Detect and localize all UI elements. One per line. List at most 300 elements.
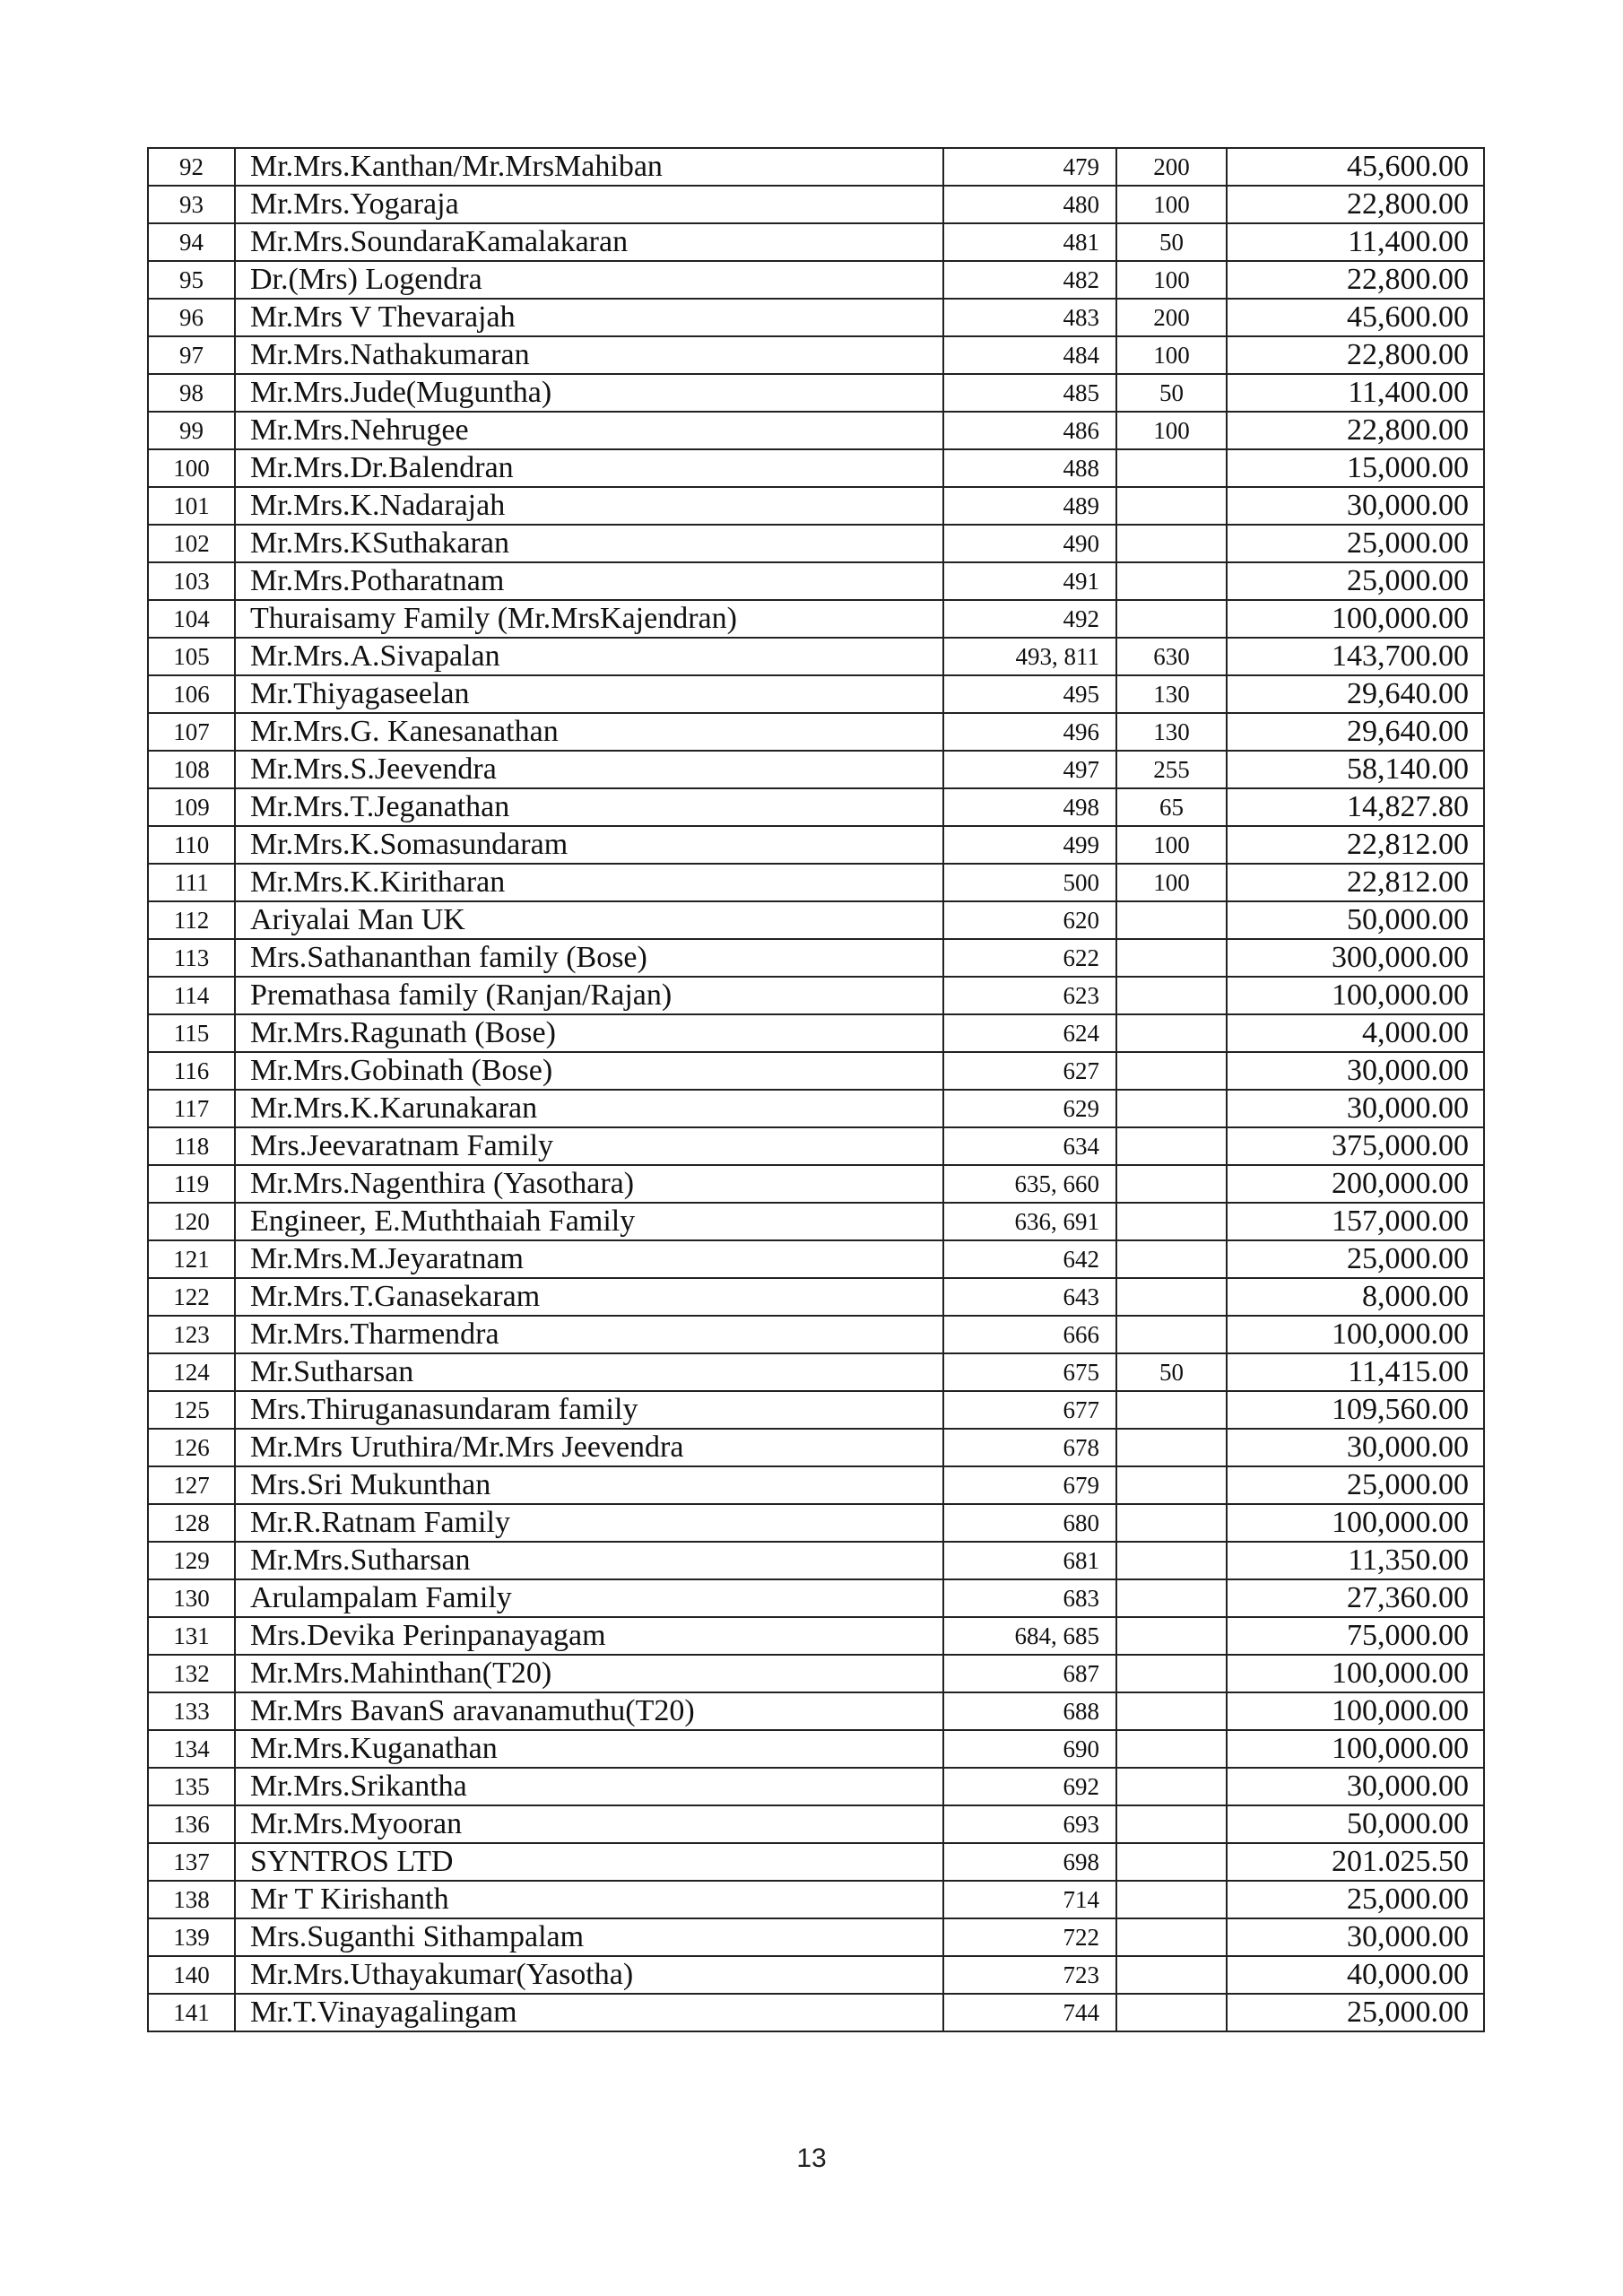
amount-cell: 8,000.00 — [1227, 1278, 1484, 1316]
receipt-number-cell: 624 — [943, 1014, 1116, 1052]
table-row — [148, 299, 1484, 336]
row-number-cell: 97 — [148, 336, 235, 374]
row-number-cell: 138 — [148, 1881, 235, 1918]
donor-name-cell: Mr.Mrs.Kanthan/Mr.MrsMahiban — [235, 148, 943, 186]
donation-table-body — [148, 148, 1484, 2031]
table-row — [148, 713, 1484, 751]
table-row — [148, 788, 1484, 826]
amount-cell: 25,000.00 — [1227, 1240, 1484, 1278]
row-number-cell: 125 — [148, 1391, 235, 1429]
donor-name-cell: SYNTROS LTD — [235, 1843, 943, 1881]
donor-name-cell: Mr.R.Ratnam Family — [235, 1504, 943, 1542]
table-row — [148, 336, 1484, 374]
donor-name-cell: Mr.Mrs.Srikantha — [235, 1768, 943, 1805]
receipt-number-cell: 683 — [943, 1579, 1116, 1617]
amount-cell: 50,000.00 — [1227, 1805, 1484, 1843]
quantity-cell: 100 — [1116, 261, 1227, 299]
quantity-cell — [1116, 1316, 1227, 1353]
row-number-cell: 99 — [148, 412, 235, 449]
receipt-number-cell: 627 — [943, 1052, 1116, 1090]
amount-cell: 25,000.00 — [1227, 562, 1484, 600]
table-row — [148, 1316, 1484, 1353]
receipt-number-cell: 722 — [943, 1918, 1116, 1956]
donor-name-cell: Premathasa family (Ranjan/Rajan) — [235, 977, 943, 1014]
table-row — [148, 261, 1484, 299]
table-row — [148, 1843, 1484, 1881]
table-row — [148, 148, 1484, 186]
quantity-cell — [1116, 1843, 1227, 1881]
amount-cell: 29,640.00 — [1227, 713, 1484, 751]
amount-cell: 14,827.80 — [1227, 788, 1484, 826]
receipt-number-cell: 480 — [943, 186, 1116, 223]
receipt-number-cell: 714 — [943, 1881, 1116, 1918]
donor-name-cell: Mr.Mrs.Yogaraja — [235, 186, 943, 223]
amount-cell: 100,000.00 — [1227, 600, 1484, 638]
amount-cell: 45,600.00 — [1227, 148, 1484, 186]
table-row — [148, 1466, 1484, 1504]
quantity-cell: 630 — [1116, 638, 1227, 675]
receipt-number-cell: 492 — [943, 600, 1116, 638]
table-row — [148, 1278, 1484, 1316]
donor-name-cell: Mr.Mrs.Tharmendra — [235, 1316, 943, 1353]
table-row — [148, 1127, 1484, 1165]
table-row — [148, 1692, 1484, 1730]
donor-name-cell: Mr.Mrs.Uthayakumar(Yasotha) — [235, 1956, 943, 1994]
row-number-cell: 119 — [148, 1165, 235, 1203]
table-row — [148, 939, 1484, 977]
receipt-number-cell: 666 — [943, 1316, 1116, 1353]
table-row — [148, 1994, 1484, 2031]
receipt-number-cell: 635, 660 — [943, 1165, 1116, 1203]
table-row — [148, 1240, 1484, 1278]
receipt-number-cell: 486 — [943, 412, 1116, 449]
receipt-number-cell: 684, 685 — [943, 1617, 1116, 1655]
donor-name-cell: Mrs.Devika Perinpanayagam — [235, 1617, 943, 1655]
receipt-number-cell: 485 — [943, 374, 1116, 412]
donor-name-cell: Mrs.Thiruganasundaram family — [235, 1391, 943, 1429]
receipt-number-cell: 643 — [943, 1278, 1116, 1316]
donor-name-cell: Mr.Mrs.Jude(Muguntha) — [235, 374, 943, 412]
table-row — [148, 1655, 1484, 1692]
amount-cell: 22,800.00 — [1227, 412, 1484, 449]
amount-cell: 300,000.00 — [1227, 939, 1484, 977]
receipt-number-cell: 481 — [943, 223, 1116, 261]
row-number-cell: 140 — [148, 1956, 235, 1994]
amount-cell: 22,812.00 — [1227, 826, 1484, 864]
row-number-cell: 121 — [148, 1240, 235, 1278]
table-row — [148, 638, 1484, 675]
row-number-cell: 134 — [148, 1730, 235, 1768]
row-number-cell: 115 — [148, 1014, 235, 1052]
row-number-cell: 104 — [148, 600, 235, 638]
table-row — [148, 1165, 1484, 1203]
row-number-cell: 111 — [148, 864, 235, 901]
receipt-number-cell: 498 — [943, 788, 1116, 826]
quantity-cell — [1116, 1429, 1227, 1466]
donor-name-cell: Mr.Mrs.K.Somasundaram — [235, 826, 943, 864]
receipt-number-cell: 490 — [943, 525, 1116, 562]
amount-cell: 109,560.00 — [1227, 1391, 1484, 1429]
receipt-number-cell: 500 — [943, 864, 1116, 901]
amount-cell: 25,000.00 — [1227, 525, 1484, 562]
amount-cell: 25,000.00 — [1227, 1466, 1484, 1504]
row-number-cell: 141 — [148, 1994, 235, 2031]
receipt-number-cell: 493, 811 — [943, 638, 1116, 675]
receipt-number-cell: 698 — [943, 1843, 1116, 1881]
donor-name-cell: Mrs.Suganthi Sithampalam — [235, 1918, 943, 1956]
receipt-number-cell: 620 — [943, 901, 1116, 939]
donor-name-cell: Mr.Mrs.SoundaraKamalakaran — [235, 223, 943, 261]
quantity-cell — [1116, 977, 1227, 1014]
receipt-number-cell: 693 — [943, 1805, 1116, 1843]
row-number-cell: 109 — [148, 788, 235, 826]
donor-name-cell: Mr.Mrs V Thevarajah — [235, 299, 943, 336]
row-number-cell: 117 — [148, 1090, 235, 1127]
receipt-number-cell: 484 — [943, 336, 1116, 374]
row-number-cell: 131 — [148, 1617, 235, 1655]
donor-name-cell: Mr.Mrs.Myooran — [235, 1805, 943, 1843]
row-number-cell: 93 — [148, 186, 235, 223]
donor-name-cell: Mr.Mrs.Nehrugee — [235, 412, 943, 449]
row-number-cell: 113 — [148, 939, 235, 977]
quantity-cell — [1116, 1655, 1227, 1692]
receipt-number-cell: 690 — [943, 1730, 1116, 1768]
amount-cell: 30,000.00 — [1227, 487, 1484, 525]
table-row — [148, 1542, 1484, 1579]
donation-table — [147, 147, 1485, 2032]
receipt-number-cell: 495 — [943, 675, 1116, 713]
donor-name-cell: Engineer, E.Muththaiah Family — [235, 1203, 943, 1240]
donor-name-cell: Mr.Mrs.Nagenthira (Yasothara) — [235, 1165, 943, 1203]
receipt-number-cell: 723 — [943, 1956, 1116, 1994]
receipt-number-cell: 678 — [943, 1429, 1116, 1466]
amount-cell: 375,000.00 — [1227, 1127, 1484, 1165]
receipt-number-cell: 680 — [943, 1504, 1116, 1542]
quantity-cell — [1116, 1542, 1227, 1579]
amount-cell: 30,000.00 — [1227, 1429, 1484, 1466]
quantity-cell: 50 — [1116, 223, 1227, 261]
table-row — [148, 901, 1484, 939]
row-number-cell: 130 — [148, 1579, 235, 1617]
donor-name-cell: Mr.Mrs.K.Nadarajah — [235, 487, 943, 525]
quantity-cell: 100 — [1116, 864, 1227, 901]
row-number-cell: 108 — [148, 751, 235, 788]
row-number-cell: 136 — [148, 1805, 235, 1843]
receipt-number-cell: 499 — [943, 826, 1116, 864]
row-number-cell: 122 — [148, 1278, 235, 1316]
table-row — [148, 826, 1484, 864]
quantity-cell — [1116, 600, 1227, 638]
table-row — [148, 223, 1484, 261]
row-number-cell: 120 — [148, 1203, 235, 1240]
receipt-number-cell: 692 — [943, 1768, 1116, 1805]
donor-name-cell: Mrs.Sri Mukunthan — [235, 1466, 943, 1504]
amount-cell: 100,000.00 — [1227, 1504, 1484, 1542]
amount-cell: 4,000.00 — [1227, 1014, 1484, 1052]
quantity-cell: 200 — [1116, 299, 1227, 336]
quantity-cell — [1116, 1730, 1227, 1768]
amount-cell: 11,400.00 — [1227, 223, 1484, 261]
amount-cell: 157,000.00 — [1227, 1203, 1484, 1240]
row-number-cell: 129 — [148, 1542, 235, 1579]
quantity-cell — [1116, 1090, 1227, 1127]
amount-cell: 100,000.00 — [1227, 1655, 1484, 1692]
receipt-number-cell: 642 — [943, 1240, 1116, 1278]
quantity-cell — [1116, 1692, 1227, 1730]
amount-cell: 58,140.00 — [1227, 751, 1484, 788]
row-number-cell: 95 — [148, 261, 235, 299]
amount-cell: 201.025.50 — [1227, 1843, 1484, 1881]
table-row — [148, 525, 1484, 562]
page-number: 13 — [796, 2144, 827, 2173]
amount-cell: 143,700.00 — [1227, 638, 1484, 675]
donor-name-cell: Mr.Mrs.KSuthakaran — [235, 525, 943, 562]
receipt-number-cell: 497 — [943, 751, 1116, 788]
row-number-cell: 118 — [148, 1127, 235, 1165]
quantity-cell — [1116, 1768, 1227, 1805]
amount-cell: 100,000.00 — [1227, 1730, 1484, 1768]
amount-cell: 29,640.00 — [1227, 675, 1484, 713]
amount-cell: 30,000.00 — [1227, 1768, 1484, 1805]
amount-cell: 45,600.00 — [1227, 299, 1484, 336]
receipt-number-cell: 688 — [943, 1692, 1116, 1730]
table-row — [148, 1730, 1484, 1768]
quantity-cell — [1116, 939, 1227, 977]
receipt-number-cell: 623 — [943, 977, 1116, 1014]
row-number-cell: 102 — [148, 525, 235, 562]
amount-cell: 15,000.00 — [1227, 449, 1484, 487]
quantity-cell — [1116, 901, 1227, 939]
donor-name-cell: Arulampalam Family — [235, 1579, 943, 1617]
donor-name-cell: Mr.Mrs.K.Kiritharan — [235, 864, 943, 901]
table-row — [148, 751, 1484, 788]
table-row — [148, 675, 1484, 713]
table-row — [148, 1203, 1484, 1240]
quantity-cell: 50 — [1116, 374, 1227, 412]
receipt-number-cell: 489 — [943, 487, 1116, 525]
quantity-cell — [1116, 1994, 1227, 2031]
amount-cell: 100,000.00 — [1227, 977, 1484, 1014]
donor-name-cell: Mrs.Jeevaratnam Family — [235, 1127, 943, 1165]
donor-name-cell: Mr.Mrs.K.Karunakaran — [235, 1090, 943, 1127]
row-number-cell: 105 — [148, 638, 235, 675]
table-row — [148, 562, 1484, 600]
donor-name-cell: Mr.Thiyagaseelan — [235, 675, 943, 713]
quantity-cell — [1116, 449, 1227, 487]
table-row — [148, 1768, 1484, 1805]
receipt-number-cell: 491 — [943, 562, 1116, 600]
row-number-cell: 132 — [148, 1655, 235, 1692]
row-number-cell: 123 — [148, 1316, 235, 1353]
receipt-number-cell: 679 — [943, 1466, 1116, 1504]
donor-name-cell: Mr.Mrs.M.Jeyaratnam — [235, 1240, 943, 1278]
quantity-cell — [1116, 1165, 1227, 1203]
quantity-cell — [1116, 1504, 1227, 1542]
amount-cell: 22,800.00 — [1227, 261, 1484, 299]
row-number-cell: 103 — [148, 562, 235, 600]
row-number-cell: 139 — [148, 1918, 235, 1956]
row-number-cell: 92 — [148, 148, 235, 186]
amount-cell: 30,000.00 — [1227, 1090, 1484, 1127]
table-row — [148, 1052, 1484, 1090]
donor-name-cell: Mr.T.Vinayagalingam — [235, 1994, 943, 2031]
row-number-cell: 133 — [148, 1692, 235, 1730]
row-number-cell: 114 — [148, 977, 235, 1014]
table-row — [148, 1014, 1484, 1052]
quantity-cell: 100 — [1116, 412, 1227, 449]
receipt-number-cell: 687 — [943, 1655, 1116, 1692]
table-row — [148, 1504, 1484, 1542]
donor-name-cell: Mr.Mrs.Gobinath (Bose) — [235, 1052, 943, 1090]
quantity-cell — [1116, 1052, 1227, 1090]
donor-name-cell: Ariyalai Man UK — [235, 901, 943, 939]
amount-cell: 50,000.00 — [1227, 901, 1484, 939]
amount-cell: 25,000.00 — [1227, 1881, 1484, 1918]
table-row — [148, 1805, 1484, 1843]
row-number-cell: 127 — [148, 1466, 235, 1504]
table-row — [148, 487, 1484, 525]
row-number-cell: 135 — [148, 1768, 235, 1805]
receipt-number-cell: 496 — [943, 713, 1116, 751]
receipt-number-cell: 629 — [943, 1090, 1116, 1127]
quantity-cell — [1116, 562, 1227, 600]
quantity-cell — [1116, 1240, 1227, 1278]
row-number-cell: 98 — [148, 374, 235, 412]
amount-cell: 100,000.00 — [1227, 1316, 1484, 1353]
amount-cell: 25,000.00 — [1227, 1994, 1484, 2031]
amount-cell: 27,360.00 — [1227, 1579, 1484, 1617]
table-row — [148, 600, 1484, 638]
quantity-cell — [1116, 1956, 1227, 1994]
amount-cell: 40,000.00 — [1227, 1956, 1484, 1994]
table-row — [148, 1617, 1484, 1655]
receipt-number-cell: 482 — [943, 261, 1116, 299]
quantity-cell — [1116, 1805, 1227, 1843]
table-row — [148, 864, 1484, 901]
row-number-cell: 106 — [148, 675, 235, 713]
quantity-cell: 255 — [1116, 751, 1227, 788]
quantity-cell — [1116, 1466, 1227, 1504]
row-number-cell: 128 — [148, 1504, 235, 1542]
receipt-number-cell: 634 — [943, 1127, 1116, 1165]
receipt-number-cell: 483 — [943, 299, 1116, 336]
row-number-cell: 100 — [148, 449, 235, 487]
quantity-cell: 130 — [1116, 713, 1227, 751]
row-number-cell: 94 — [148, 223, 235, 261]
donor-name-cell: Mr.Mrs.Kuganathan — [235, 1730, 943, 1768]
donor-name-cell: Mr.Mrs.S.Jeevendra — [235, 751, 943, 788]
amount-cell: 22,800.00 — [1227, 186, 1484, 223]
donor-name-cell: Mr.Mrs.Dr.Balendran — [235, 449, 943, 487]
row-number-cell: 101 — [148, 487, 235, 525]
receipt-number-cell: 681 — [943, 1542, 1116, 1579]
donor-name-cell: Mr.Mrs BavanS aravanamuthu(T20) — [235, 1692, 943, 1730]
amount-cell: 11,415.00 — [1227, 1353, 1484, 1391]
donor-name-cell: Mrs.Sathananthan family (Bose) — [235, 939, 943, 977]
table-row — [148, 977, 1484, 1014]
donor-name-cell: Mr.Mrs.Mahinthan(T20) — [235, 1655, 943, 1692]
amount-cell: 11,400.00 — [1227, 374, 1484, 412]
table-row — [148, 1090, 1484, 1127]
donor-name-cell: Mr.Mrs.T.Ganasekaram — [235, 1278, 943, 1316]
receipt-number-cell: 675 — [943, 1353, 1116, 1391]
table-row — [148, 1579, 1484, 1617]
row-number-cell: 124 — [148, 1353, 235, 1391]
amount-cell: 75,000.00 — [1227, 1617, 1484, 1655]
quantity-cell: 65 — [1116, 788, 1227, 826]
row-number-cell: 110 — [148, 826, 235, 864]
quantity-cell — [1116, 1278, 1227, 1316]
amount-cell: 11,350.00 — [1227, 1542, 1484, 1579]
row-number-cell: 126 — [148, 1429, 235, 1466]
donor-name-cell: Mr.Mrs.A.Sivapalan — [235, 638, 943, 675]
quantity-cell — [1116, 1579, 1227, 1617]
row-number-cell: 116 — [148, 1052, 235, 1090]
table-row — [148, 1391, 1484, 1429]
table-row — [148, 374, 1484, 412]
donor-name-cell: Dr.(Mrs) Logendra — [235, 261, 943, 299]
donor-name-cell: Mr.Mrs.Potharatnam — [235, 562, 943, 600]
quantity-cell: 130 — [1116, 675, 1227, 713]
table-row — [148, 1956, 1484, 1994]
row-number-cell: 96 — [148, 299, 235, 336]
table-row — [148, 1429, 1484, 1466]
donor-name-cell: Mr.Mrs.Sutharsan — [235, 1542, 943, 1579]
donor-name-cell: Mr.Mrs.G. Kanesanathan — [235, 713, 943, 751]
quantity-cell — [1116, 1391, 1227, 1429]
donor-name-cell: Mr.Sutharsan — [235, 1353, 943, 1391]
receipt-number-cell: 479 — [943, 148, 1116, 186]
amount-cell: 22,800.00 — [1227, 336, 1484, 374]
donor-name-cell: Mr T Kirishanth — [235, 1881, 943, 1918]
donor-name-cell: Mr.Mrs.T.Jeganathan — [235, 788, 943, 826]
quantity-cell — [1116, 525, 1227, 562]
quantity-cell — [1116, 487, 1227, 525]
donor-name-cell: Mr.Mrs.Ragunath (Bose) — [235, 1014, 943, 1052]
amount-cell: 200,000.00 — [1227, 1165, 1484, 1203]
quantity-cell — [1116, 1881, 1227, 1918]
row-number-cell: 137 — [148, 1843, 235, 1881]
quantity-cell — [1116, 1617, 1227, 1655]
amount-cell: 30,000.00 — [1227, 1918, 1484, 1956]
quantity-cell: 50 — [1116, 1353, 1227, 1391]
quantity-cell: 100 — [1116, 186, 1227, 223]
donor-name-cell: Thuraisamy Family (Mr.MrsKajendran) — [235, 600, 943, 638]
quantity-cell: 100 — [1116, 336, 1227, 374]
row-number-cell: 107 — [148, 713, 235, 751]
row-number-cell: 112 — [148, 901, 235, 939]
receipt-number-cell: 677 — [943, 1391, 1116, 1429]
amount-cell: 30,000.00 — [1227, 1052, 1484, 1090]
table-row — [148, 449, 1484, 487]
receipt-number-cell: 636, 691 — [943, 1203, 1116, 1240]
amount-cell: 22,812.00 — [1227, 864, 1484, 901]
receipt-number-cell: 744 — [943, 1994, 1116, 2031]
amount-cell: 100,000.00 — [1227, 1692, 1484, 1730]
quantity-cell: 100 — [1116, 826, 1227, 864]
table-row — [148, 1353, 1484, 1391]
quantity-cell — [1116, 1127, 1227, 1165]
table-row — [148, 1918, 1484, 1956]
table-row — [148, 186, 1484, 223]
quantity-cell — [1116, 1014, 1227, 1052]
donor-name-cell: Mr.Mrs.Nathakumaran — [235, 336, 943, 374]
quantity-cell — [1116, 1203, 1227, 1240]
quantity-cell: 200 — [1116, 148, 1227, 186]
donor-name-cell: Mr.Mrs Uruthira/Mr.Mrs Jeevendra — [235, 1429, 943, 1466]
quantity-cell — [1116, 1918, 1227, 1956]
table-row — [148, 412, 1484, 449]
